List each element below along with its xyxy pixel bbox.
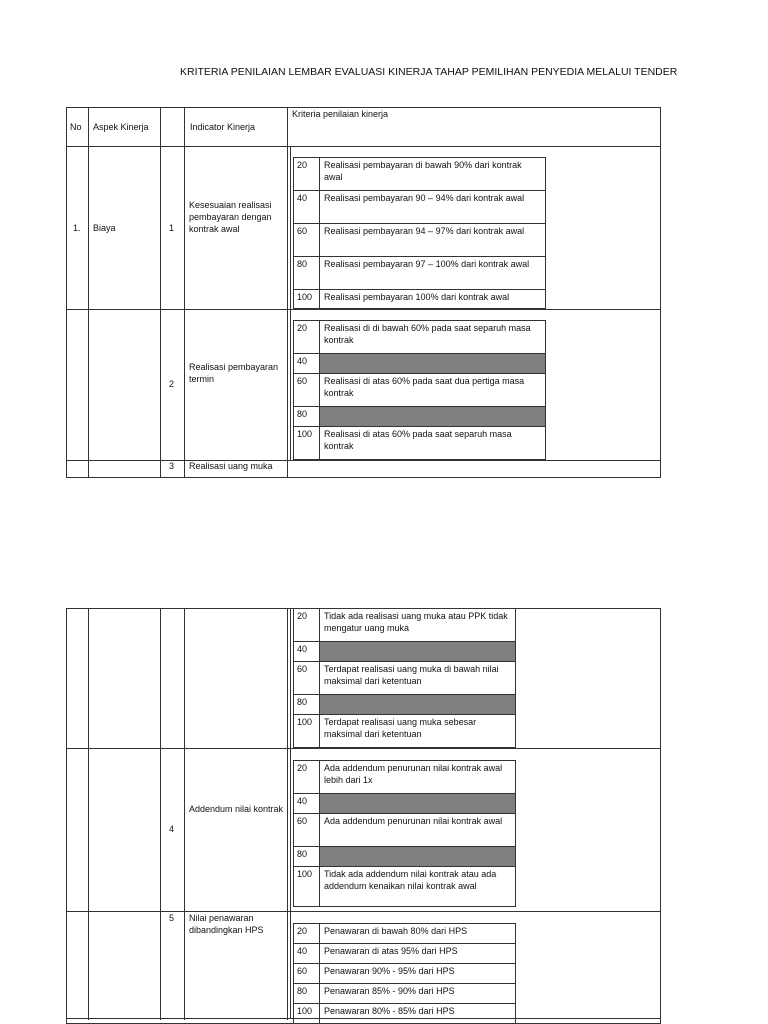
criteria-row — [293, 814, 516, 847]
criteria-description: Realisasi di di bawah 60% pada saat separuh masa kontrak — [324, 323, 531, 345]
criteria-description: Tidak ada addendum nilai kontrak atau ada addendum kenaikan nilai kontrak awal — [324, 869, 497, 891]
criteria-row — [293, 944, 516, 964]
criteria-description: Penawaran 80% - 85% dari HPS — [324, 1006, 455, 1016]
criteria-row — [293, 224, 546, 257]
criteria-row — [293, 354, 546, 374]
row-number: 3 — [169, 461, 175, 471]
criteria-score: 20 — [294, 924, 320, 943]
header-indicator-kinerja: Indicator Kinerja — [190, 122, 256, 132]
criteria-score: 100 — [294, 867, 320, 906]
criteria-description: Terdapat realisasi uang muka sebesar maksimal dari ketentuan — [324, 717, 477, 739]
criteria-description: Penawaran di bawah 80% dari HPS — [324, 926, 468, 936]
criteria-row — [293, 964, 516, 984]
criteria-row — [293, 320, 546, 354]
criteria-description: Penawaran 90% - 95% dari HPS — [324, 966, 455, 976]
criteria-row — [293, 794, 516, 814]
criteria-row — [293, 427, 546, 460]
criteria-score: 80 — [294, 407, 320, 426]
header-no: No — [70, 122, 82, 132]
criteria-row — [293, 1004, 516, 1024]
criteria-score: 80 — [294, 257, 320, 289]
criteria-description: Tidak ada realisasi uang muka atau PPK tidak mengatur uang muka — [324, 611, 508, 633]
criteria-row — [293, 695, 516, 715]
criteria-score: 40 — [294, 794, 320, 813]
criteria-empty-cell — [320, 642, 515, 661]
criteria-description: Ada addendum penurunan nilai kontrak awal lebih dari 1x — [324, 763, 503, 785]
criteria-score: 100 — [294, 290, 320, 308]
criteria-score: 100 — [294, 1004, 320, 1023]
row-number: 2 — [169, 379, 175, 389]
row-aspek: Biaya — [93, 223, 116, 233]
criteria-description: Penawaran di atas 95% dari HPS — [324, 946, 458, 956]
criteria-score: 40 — [294, 191, 320, 223]
criteria-row — [293, 847, 516, 867]
criteria-row — [293, 715, 516, 748]
criteria-score: 80 — [294, 695, 320, 714]
criteria-score: 20 — [294, 609, 320, 641]
header-kriteria: Kriteria penilaian kinerja — [292, 109, 389, 119]
criteria-description: Realisasi pembayaran 97 – 100% dari kontrak awal — [324, 259, 530, 269]
criteria-row — [293, 374, 546, 407]
criteria-description: Realisasi pembayaran 100% dari kontrak awal — [324, 292, 510, 302]
indicator-text: Realisasi uang muka — [189, 461, 273, 471]
criteria-empty-cell — [320, 354, 545, 373]
criteria-score: 60 — [294, 964, 320, 983]
criteria-score: 60 — [294, 224, 320, 256]
criteria-empty-cell — [320, 695, 515, 714]
criteria-row — [293, 662, 516, 695]
criteria-row — [293, 608, 516, 642]
criteria-description: Realisasi pembayaran 94 – 97% dari kontrak awal — [324, 226, 525, 236]
criteria-score: 60 — [294, 374, 320, 406]
criteria-row — [293, 290, 546, 309]
row-no: 1. — [73, 223, 81, 233]
criteria-row — [293, 191, 546, 224]
criteria-row — [293, 642, 516, 662]
criteria-score: 40 — [294, 354, 320, 373]
criteria-empty-cell — [320, 794, 515, 813]
criteria-description: Penawaran 85% - 90% dari HPS — [324, 986, 455, 996]
criteria-row — [293, 407, 546, 427]
header-aspek-kinerja: Aspek Kinerja — [93, 122, 149, 132]
indicator-text: Kesesuaian realisasi pembayaran dengan kontrak awal — [189, 200, 272, 234]
indicator-text: Realisasi pembayaran termin — [189, 362, 279, 384]
criteria-score: 40 — [294, 944, 320, 963]
criteria-description: Terdapat realisasi uang muka di bawah nilai maksimal dari ketentuan — [324, 664, 499, 686]
criteria-score: 60 — [294, 814, 320, 846]
criteria-row — [293, 257, 546, 290]
criteria-score: 100 — [294, 715, 320, 747]
criteria-description: Realisasi di atas 60% pada saat dua pertiga masa kontrak — [324, 376, 525, 398]
criteria-description: Realisasi pembayaran di bawah 90% dari kontrak awal — [324, 160, 522, 182]
row-number: 4 — [169, 824, 175, 834]
criteria-score: 60 — [294, 662, 320, 694]
row-number: 1 — [169, 223, 175, 233]
criteria-empty-cell — [320, 407, 545, 426]
criteria-row — [293, 760, 516, 794]
criteria-score: 40 — [294, 642, 320, 661]
criteria-description: Ada addendum penurunan nilai kontrak awal — [324, 816, 503, 826]
criteria-score: 20 — [294, 158, 320, 190]
criteria-description: Realisasi di atas 60% pada saat separuh masa kontrak — [324, 429, 512, 451]
criteria-row — [293, 984, 516, 1004]
indicator-text: Nilai penawaran dibandingkan HPS — [189, 913, 264, 935]
criteria-empty-cell — [320, 847, 515, 866]
indicator-text: Addendum nilai kontrak — [189, 804, 284, 814]
criteria-row — [293, 157, 546, 191]
criteria-score: 100 — [294, 427, 320, 459]
row-number: 5 — [169, 913, 175, 923]
criteria-score: 20 — [294, 321, 320, 353]
criteria-row — [293, 923, 516, 944]
criteria-score: 20 — [294, 761, 320, 793]
criteria-row — [293, 867, 516, 907]
criteria-score: 80 — [294, 847, 320, 866]
page-title: KRITERIA PENILAIAN LEMBAR EVALUASI KINERJA TAHAP PEMILIHAN PENYEDIA MELALUI TENDER — [180, 66, 678, 78]
criteria-score: 80 — [294, 984, 320, 1003]
criteria-description: Realisasi pembayaran 90 – 94% dari kontrak awal — [324, 193, 525, 203]
